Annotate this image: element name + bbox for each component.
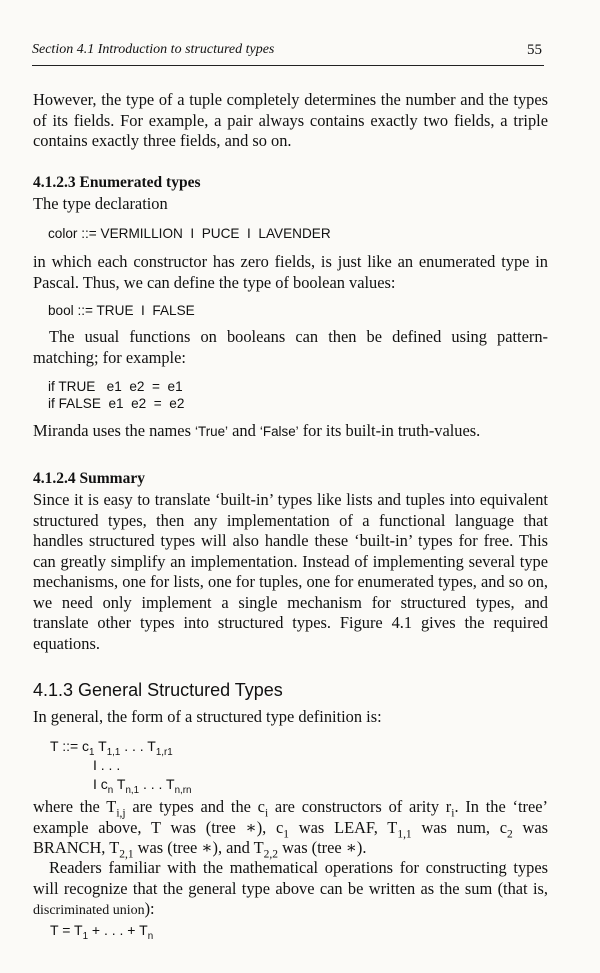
header-rule	[32, 65, 544, 66]
enum-paragraph-2: The usual functions on booleans can then be defined using pattern-matching; for example:	[33, 327, 548, 367]
sum-equation: $T = T_1$ + . . . + $T_n$	[50, 922, 154, 942]
enum-lead: The type declaration	[33, 194, 168, 213]
where-paragraph: where the $T_{i,j}$ are types and the $c_i$ are constructors of arity $r_i$. In the ‘tree’ example above, T was (tree ∗), $c_1$ was LEAF, $T_{1,1}$ was num, $c_2$ was BRANCH, $T_{2,1}$ was (tree ∗), and $T_{2,2}$ was (tree ∗).	[33, 797, 549, 861]
enum-paragraph-3: Miranda uses the names ‘True’ and ‘False’ for its built-in truth-values.	[33, 421, 481, 440]
enumerated-types-heading: 4.1.2.3 Enumerated types	[33, 174, 201, 191]
readers-paragraph: Readers familiar with the mathematical operations for constructing types will recognize that the general type above can be written as the sum (that is, discriminated union):	[33, 858, 548, 918]
code-if-definition: if TRUE e1 e2 = e1 if FALSE e1 e2 = e2	[48, 379, 185, 411]
intro-paragraph: However, the type of a tuple completely determines the number and the types of its fields. For example, a pair always contains exactly two fields, a triple contains exactly three fields, and so on.	[33, 90, 548, 150]
summary-heading: 4.1.2.4 Summary	[33, 470, 145, 487]
code-bool-declaration: bool ::= TRUE I FALSE	[48, 303, 195, 318]
type-definition-line-3: I $c_n$ $T_{n,1}$ . . . $T_{n,rn}$	[93, 776, 192, 796]
running-header	[32, 42, 542, 58]
false-name: ‘False’	[259, 424, 299, 439]
true-name: ‘True’	[195, 424, 229, 439]
enum-paragraph-1: in which each constructor has zero fields, is just like an enumerated type in Pascal. Thus, we can define the type of boolean values:	[33, 252, 548, 292]
general-lead: In general, the form of a structured type definition is:	[33, 707, 382, 726]
page-number: 55	[527, 42, 542, 58]
general-structured-types-heading: 4.1.3 General Structured Types	[33, 680, 283, 700]
type-definition-line-2: I . . .	[93, 757, 121, 773]
code-color-declaration: color ::= VERMILLION I PUCE I LAVENDER	[48, 226, 331, 241]
summary-paragraph: Since it is easy to translate ‘built-in’ types like lists and tuples into equivalent structured types, then any implementation of a functional language that handles structured types will also handle these ‘built-in’ types for free. This can greatly simplify an implementation. Instead of implementing several type mechanisms, one for lists, one for tuples, one for enumerated types, and so on, we need only implement a single mechanism for structured types, and translate other types into structured types. Figure 4.1 gives the required equations.	[33, 490, 548, 653]
section-title: Section 4.1 Introduction to structured types	[32, 42, 275, 57]
type-definition-line-1: T ::= $c_1$ $T_{1,1}$ . . . $T_{1,r1}$	[50, 738, 173, 758]
